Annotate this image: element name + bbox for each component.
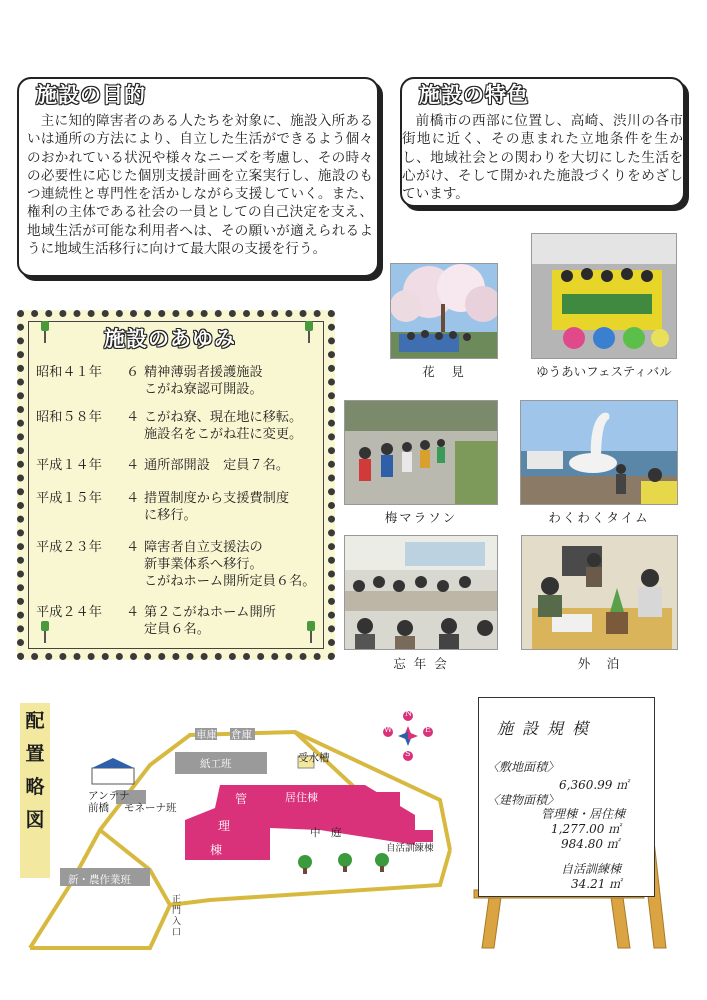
history-desc: 精神薄弱者援護施設 こがね寮認可開設。 — [144, 365, 263, 397]
history-month: ４ — [126, 491, 140, 506]
history-desc: 通所部開設 定員７名。 — [144, 458, 290, 473]
features-title: 施設の特色 — [419, 83, 529, 107]
map-label-maebashi: 前橋 — [88, 802, 109, 814]
scale-building-sub: 管理棟・居住棟 — [541, 807, 626, 821]
photo-caption: 忘 年 会 — [393, 656, 449, 671]
photo-caption: わくわくタイム — [548, 510, 650, 525]
history-row — [36, 409, 326, 443]
compass-s: S — [405, 749, 411, 758]
compass-w: W — [384, 725, 393, 734]
photo-wakuwaku — [520, 400, 678, 505]
history-row — [36, 539, 326, 590]
map-label-storage: 倉庫 — [231, 729, 252, 741]
facility-scale-sign — [478, 697, 655, 897]
map-label-residence: 居住棟 — [285, 791, 318, 804]
layout-map — [20, 690, 460, 955]
scale-building-value-2: 984.80 ㎡ — [561, 837, 619, 851]
history-row — [36, 604, 326, 638]
history-desc: こがね寮、現在地に移転。 施設名をこがね荘に変更。 — [144, 410, 303, 442]
history-era: 昭和４１年 — [36, 365, 102, 380]
history-month: ４ — [126, 458, 140, 473]
scale-building-value-1: 1,277.00 ㎡ — [551, 822, 621, 836]
scale-training-label: 自活訓練棟 — [561, 862, 622, 876]
history-era: 平成１５年 — [36, 491, 102, 506]
map-label-admin-3: 棟 — [210, 843, 223, 857]
purpose-title: 施設の目的 — [36, 83, 146, 107]
history-month: ４ — [126, 540, 140, 555]
map-label-courtyard: 中 庭 — [310, 827, 342, 839]
photo-caption: 外 泊 — [577, 656, 622, 671]
layout-map-title-char: 置 — [25, 743, 45, 765]
photo-overnight — [521, 535, 678, 650]
history-month: ６ — [126, 365, 140, 380]
layout-map-title-char: 略 — [25, 776, 45, 798]
history-title: 施設のあゆみ — [104, 327, 236, 351]
map-label-gate: 正門入口 — [172, 895, 182, 938]
history-section — [17, 310, 335, 660]
pin-icon — [38, 321, 52, 343]
history-desc: 第２こがねホーム開所 定員６名。 — [144, 605, 276, 637]
pin-icon — [302, 321, 316, 343]
map-label-training: 自活訓練棟 — [386, 843, 434, 854]
compass-n: N — [405, 709, 412, 718]
history-desc: 措置制度から支援費制度 に移行。 — [144, 491, 290, 523]
history-row — [36, 457, 326, 474]
history-month: ４ — [126, 410, 140, 425]
map-label-farm: 新・農作業班 — [68, 874, 131, 886]
photo-caption: ゆうあいフェスティバル — [536, 364, 672, 379]
photo-cherry-blossom — [390, 263, 498, 359]
map-label-antenna: アンテナ — [88, 790, 130, 802]
photo-caption: 花 見 — [422, 364, 466, 379]
compass-e: E — [425, 725, 431, 734]
features-text: 前橋市の西部に位置し、高崎、渋川の各市街地に近く、その恵まれた立地条件を生かし、地域社会との関わりを大切にした生活を心がけ、そして開かれた施設づくりをめざしています。 — [402, 113, 683, 203]
scale-building-label: 〈建物面積〉 — [487, 793, 560, 807]
map-label-monet: モネーナ班 — [124, 802, 177, 814]
map-label-paper: 紙工班 — [200, 758, 232, 770]
scale-site-label: 〈敷地面積〉 — [487, 760, 560, 774]
features-section — [400, 77, 685, 207]
photo-festival — [531, 233, 677, 359]
map-label-garage: 車庫 — [196, 729, 217, 741]
purpose-text: 主に知的障害者のある人たちを対象に、施設入所あるいは通所の方法により、自立した生活ができるよう個々のおかれている状況や様々なニーズを考慮し、その時々の必要性に応じた個別支援計画を立案実行し、施設のもつ連続性と専門性を活かしながら支援していく。また、権利の主体である社会の一員としての自己決定を支え、地域生活が可能な利用者へは、その願いが適えられるように地域生活移行に向けて最大限の支援を行う。 — [27, 113, 373, 258]
history-month: ４ — [126, 605, 140, 620]
history-era: 平成１４年 — [36, 458, 102, 473]
layout-map-title-char: 配 — [25, 710, 45, 732]
scale-title: 施設規模 — [497, 719, 598, 738]
map-label-water-tank: 受水槽 — [298, 752, 330, 764]
history-era: 平成２３年 — [36, 540, 102, 555]
history-row — [36, 364, 326, 398]
history-era: 平成２４年 — [36, 605, 102, 620]
history-row — [36, 490, 326, 524]
photo-marathon — [344, 400, 498, 505]
photo-caption: 梅マラソン — [384, 510, 458, 525]
map-label-admin-1: 管 — [235, 792, 248, 806]
history-desc: 障害者自立支援法の 新事業体系へ移行。 こがねホーム開所定員６名。 — [144, 540, 316, 589]
map-label-admin-2: 理 — [218, 819, 231, 833]
history-era: 昭和５８年 — [36, 410, 102, 425]
scale-training-value: 34.21 ㎡ — [571, 877, 622, 891]
purpose-section — [17, 77, 379, 277]
layout-map-title-char: 図 — [25, 809, 45, 831]
photo-year-end-party — [344, 535, 498, 650]
tree-icons — [298, 853, 389, 874]
scale-site-value: 6,360.99 ㎡ — [559, 778, 629, 792]
